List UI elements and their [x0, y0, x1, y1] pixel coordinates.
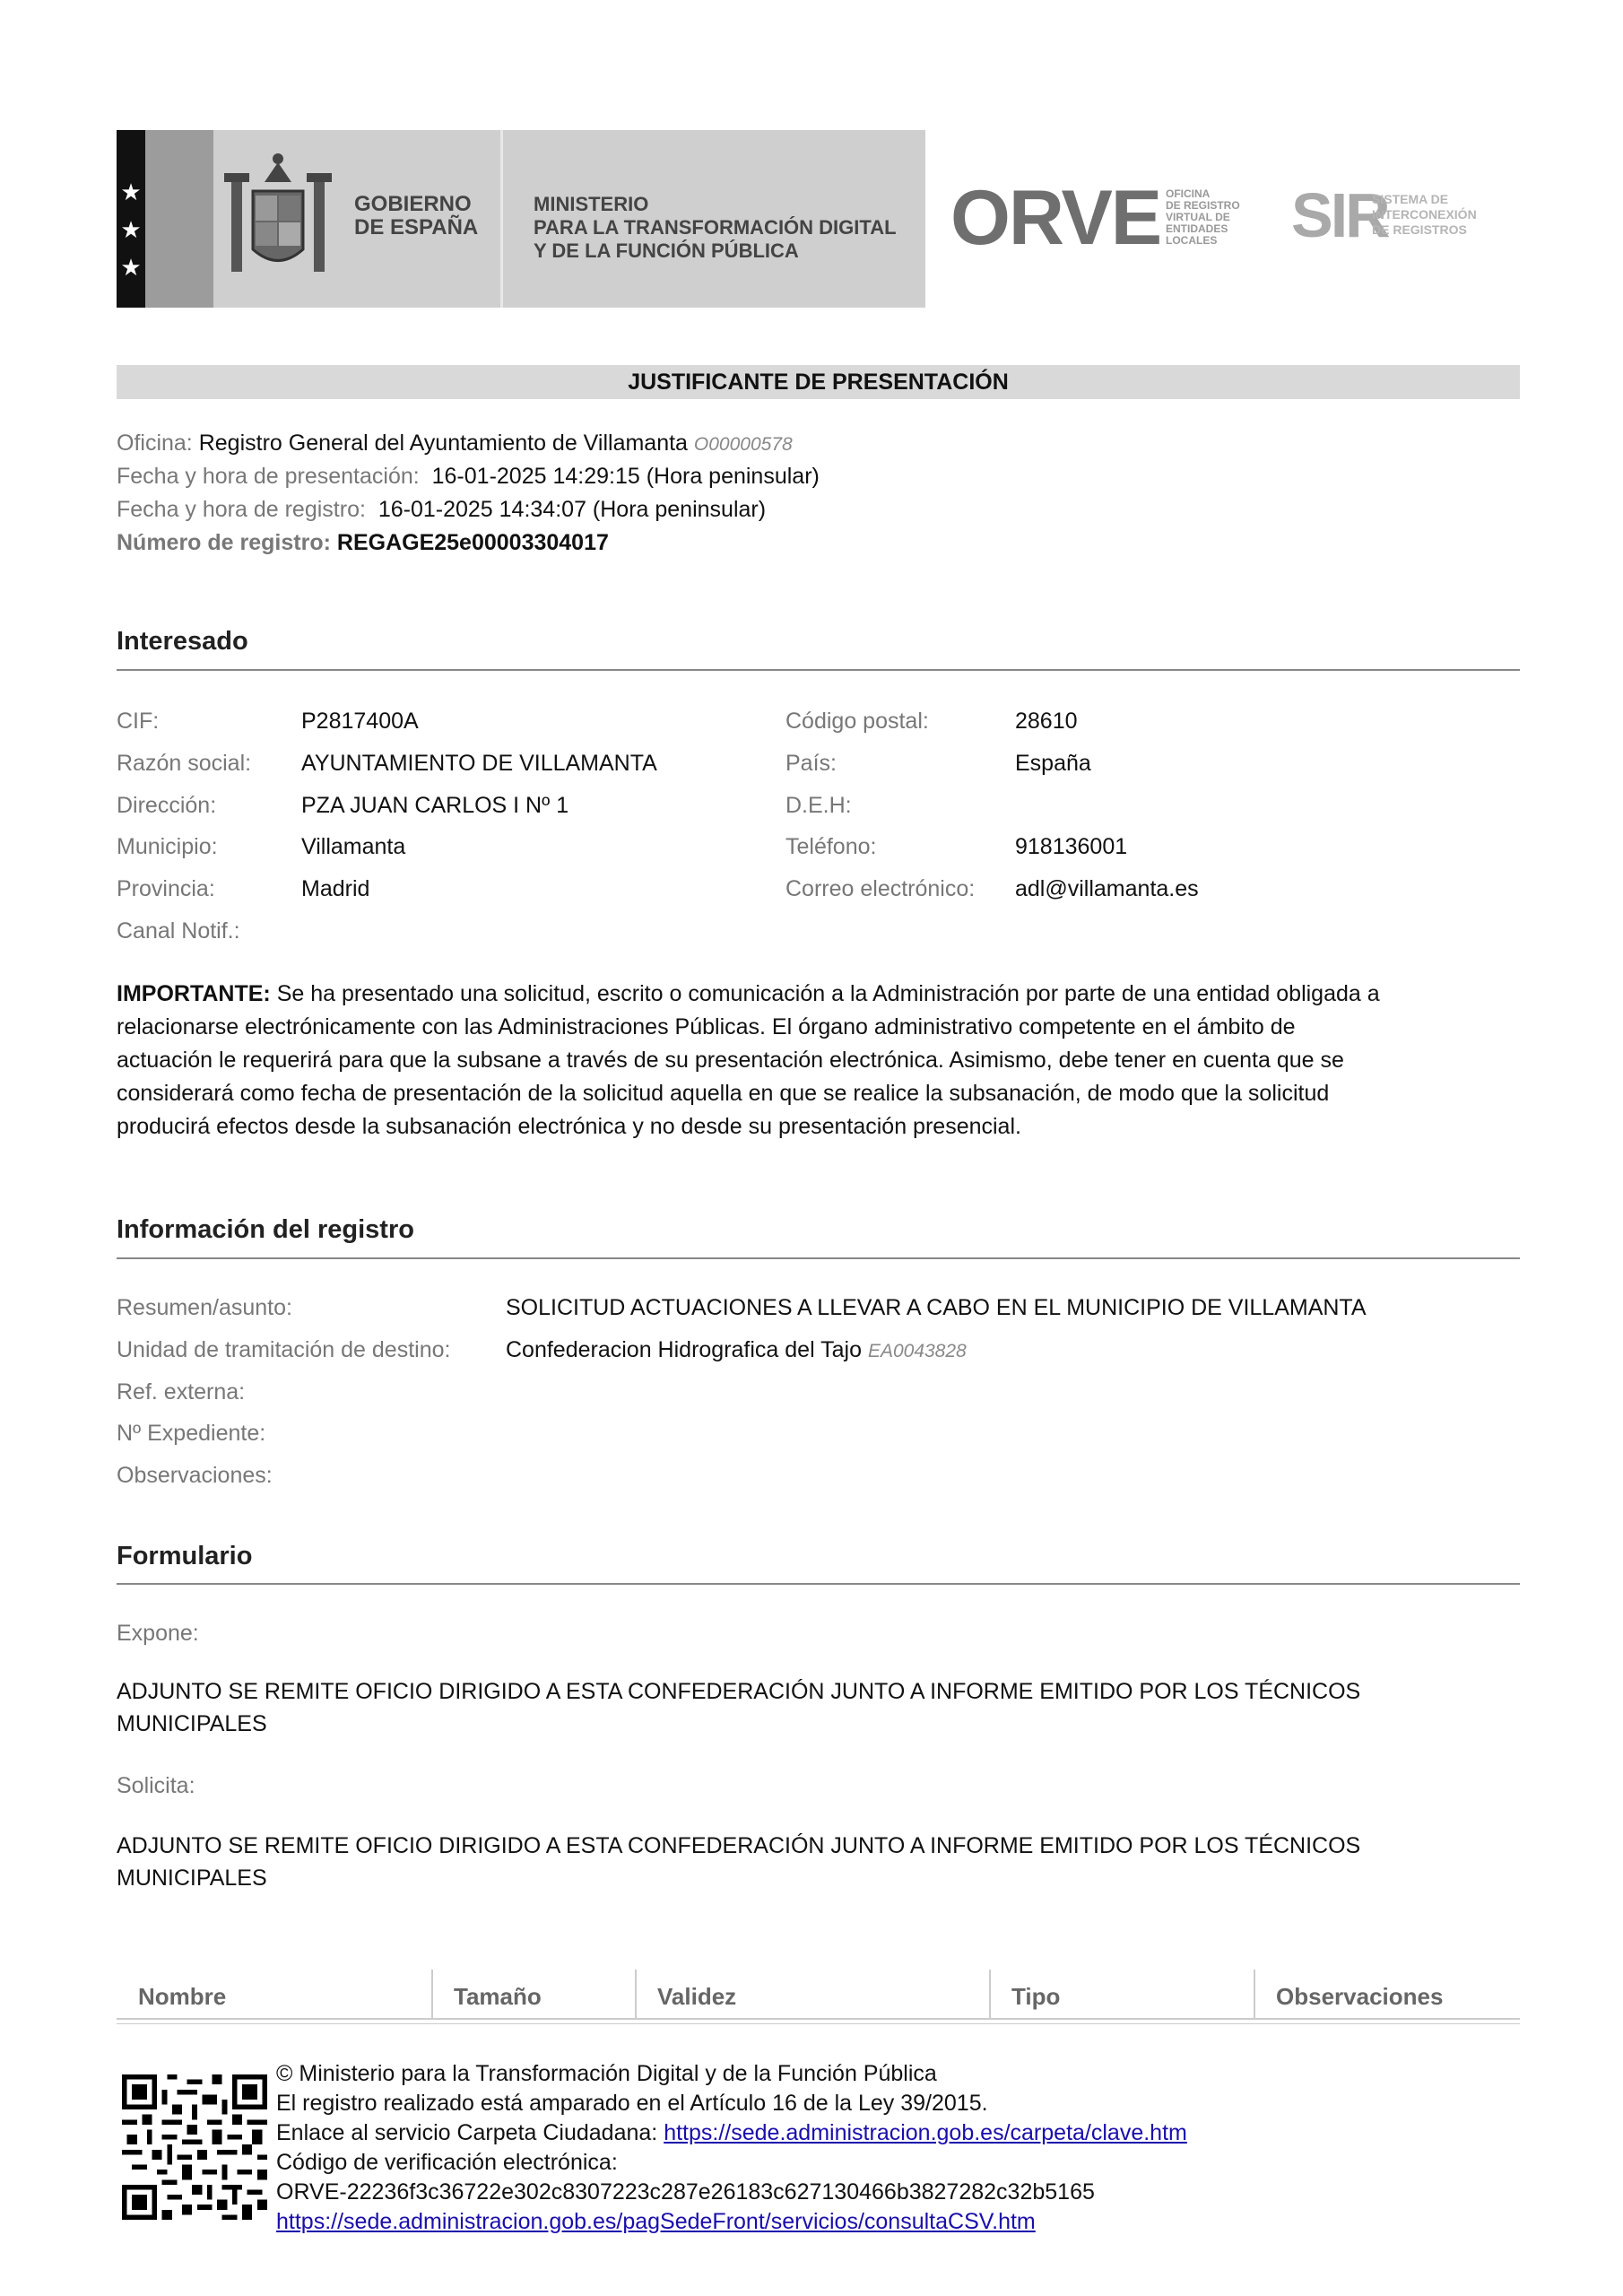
unidad-destino-code: EA0043828 [867, 1341, 967, 1361]
oficina-code: O00000578 [693, 434, 793, 455]
pais-value: España [1015, 751, 1091, 776]
pais-label: País: [785, 751, 837, 776]
oficina-value: Registro General del Ayuntamiento de Villamanta [198, 430, 688, 456]
canal-notif-label: Canal Notif.: [117, 918, 240, 944]
importante-label: IMPORTANTE: [117, 981, 271, 1006]
provincia-value: Madrid [301, 876, 370, 901]
ministerio-text: MINISTERIO PARA LA TRANSFORMACIÓN DIGITAL Y DE LA FUNCIÓN PÚBLICA [534, 193, 897, 262]
codigo-postal-value: 28610 [1015, 709, 1078, 734]
presentacion-value: 16-01-2025 14:29:15 (Hora peninsular) [431, 464, 820, 489]
provincia-label: Provincia: [117, 876, 215, 901]
razon-social-label: Razón social: [117, 751, 252, 776]
oficina-row: Oficina: Registro General del Ayuntamiento de Villamanta O00000578 [117, 430, 793, 456]
grey-stripe [145, 130, 213, 308]
razon-social-value: AYUNTAMIENTO DE VILLAMANTA [301, 751, 657, 776]
numero-registro-row: Número de registro: REGAGE25e00003304017 [117, 530, 609, 555]
col-observaciones: Observaciones [1276, 1983, 1444, 2010]
section-rule [117, 1583, 1520, 1585]
unidad-destino-value: Confederacion Hidrografica del Tajo EA0043828 [506, 1337, 967, 1362]
cif-value: P2817400A [301, 709, 419, 734]
document-title: JUSTIFICANTE DE PRESENTACIÓN [117, 365, 1520, 399]
expediente-label: Nº Expediente: [117, 1421, 266, 1446]
footer-csv-label: Código de verificación electrónica: [276, 2150, 618, 2175]
interesado-heading: Interesado [117, 627, 248, 656]
attachments-table-header [117, 1970, 1520, 2020]
col-validez: Validez [657, 1983, 737, 2010]
col-nombre: Nombre [138, 1983, 227, 2010]
direccion-label: Dirección: [117, 793, 217, 818]
footer-info [276, 2059, 1187, 2237]
resumen-value: SOLICITUD ACTUACIONES A LLEVAR A CABO EN EL MUNICIPIO DE VILLAMANTA [506, 1295, 1367, 1320]
gobierno-text: GOBIERNO DE ESPAÑA [354, 192, 479, 239]
col-divider [989, 1970, 991, 2018]
numero-registro-value: REGAGE25e00003304017 [336, 530, 609, 555]
qr-code-icon [122, 2074, 267, 2220]
logo-divider [500, 130, 503, 308]
sir-subtitle: SISTEMA DE INTERCONEXIÓN DE REGISTROS [1372, 192, 1477, 237]
orve-subtitle: OFICINA DE REGISTRO VIRTUAL DE ENTIDADES LOCALES [1166, 187, 1240, 247]
col-divider [1254, 1970, 1255, 2018]
municipio-value: Villamanta [301, 834, 406, 859]
footer-csv-code: ORVE-22236f3c36722e302c8307223c287e26183c627130466b3827282c32b5165 [276, 2179, 1095, 2205]
registro-value: 16-01-2025 14:34:07 (Hora peninsular) [378, 497, 767, 522]
footer-copyright: © Ministerio para la Transformación Digital y de la Función Pública [276, 2061, 937, 2086]
presentacion-row: Fecha y hora de presentación: 16-01-2025 14:29:15 (Hora peninsular) [117, 464, 820, 489]
table-header-rule [117, 2018, 1520, 2024]
correo-value: adl@villamanta.es [1015, 876, 1199, 901]
registro-heading: Información del registro [117, 1215, 414, 1244]
col-tipo: Tipo [1011, 1983, 1061, 2010]
stars-icon: ★ ★ ★ [120, 178, 142, 281]
solicita-label: Solicita: [117, 1773, 195, 1798]
expone-label: Expone: [117, 1621, 199, 1646]
telefono-label: Teléfono: [785, 834, 877, 859]
col-divider [635, 1970, 637, 2018]
cif-label: CIF: [117, 709, 160, 734]
registro-row: Fecha y hora de registro: 16-01-2025 14:34:07 (Hora peninsular) [117, 497, 767, 522]
sir-logo: SIR [1291, 180, 1388, 250]
col-divider [431, 1970, 433, 2018]
gobierno-logo [117, 130, 925, 308]
consulta-csv-link[interactable]: https://sede.administracion.gob.es/pagSedeFront/servicios/consultaCSV.htm [276, 2209, 1036, 2234]
municipio-label: Municipio: [117, 834, 218, 859]
expone-text: ADJUNTO SE REMITE OFICIO DIRIGIDO A ESTA CONFEDERACIÓN JUNTO A INFORME EMITIDO POR LOS TÉCNICOS MUNICIPALES [117, 1679, 1361, 1736]
correo-label: Correo electrónico: [785, 876, 976, 901]
telefono-value: 918136001 [1015, 834, 1128, 859]
ref-externa-label: Ref. externa: [117, 1379, 246, 1405]
solicita-text: ADJUNTO SE REMITE OFICIO DIRIGIDO A ESTA CONFEDERACIÓN JUNTO A INFORME EMITIDO POR LOS TÉCNICOS MUNICIPALES [117, 1833, 1361, 1891]
resumen-label: Resumen/asunto: [117, 1295, 292, 1320]
deh-label: D.E.H: [785, 793, 852, 818]
direccion-value: PZA JUAN CARLOS I Nº 1 [301, 793, 569, 818]
orve-logo: ORVE [950, 175, 1161, 261]
section-rule [117, 669, 1520, 671]
coat-of-arms-icon [215, 146, 341, 291]
observaciones-label: Observaciones: [117, 1463, 273, 1488]
section-rule [117, 1257, 1520, 1259]
col-tamano: Tamaño [454, 1983, 542, 2010]
carpeta-link[interactable]: https://sede.administracion.gob.es/carpeta/clave.htm [664, 2120, 1187, 2145]
footer-ley: El registro realizado está amparado en el Artículo 16 de la Ley 39/2015. [276, 2091, 988, 2116]
formulario-heading: Formulario [117, 1542, 253, 1570]
unidad-destino-label: Unidad de tramitación de destino: [117, 1337, 451, 1362]
codigo-postal-label: Código postal: [785, 709, 929, 734]
footer-carpeta: Enlace al servicio Carpeta Ciudadana: https://sede.administracion.gob.es/carpeta/clave.htm [276, 2120, 1187, 2145]
importante-notice: IMPORTANTE: Se ha presentado una solicitud, escrito o comunicación a la Administración por parte de una entidad obligada a relacionarse electrónicamente con las Administraciones Públicas. El órgano administrativo competente en el ámbito de actuación le requerirá para que la subsane a través de su presentación electrónica. Asimismo, debe tener en cuenta que se considerará como fecha de presentación de la solicitud aquella en que se realice la subsanación, de modo que la solicitud producirá efectos desde la subsanación electrónica y no desde su presentación presencial. [117, 981, 1380, 1139]
